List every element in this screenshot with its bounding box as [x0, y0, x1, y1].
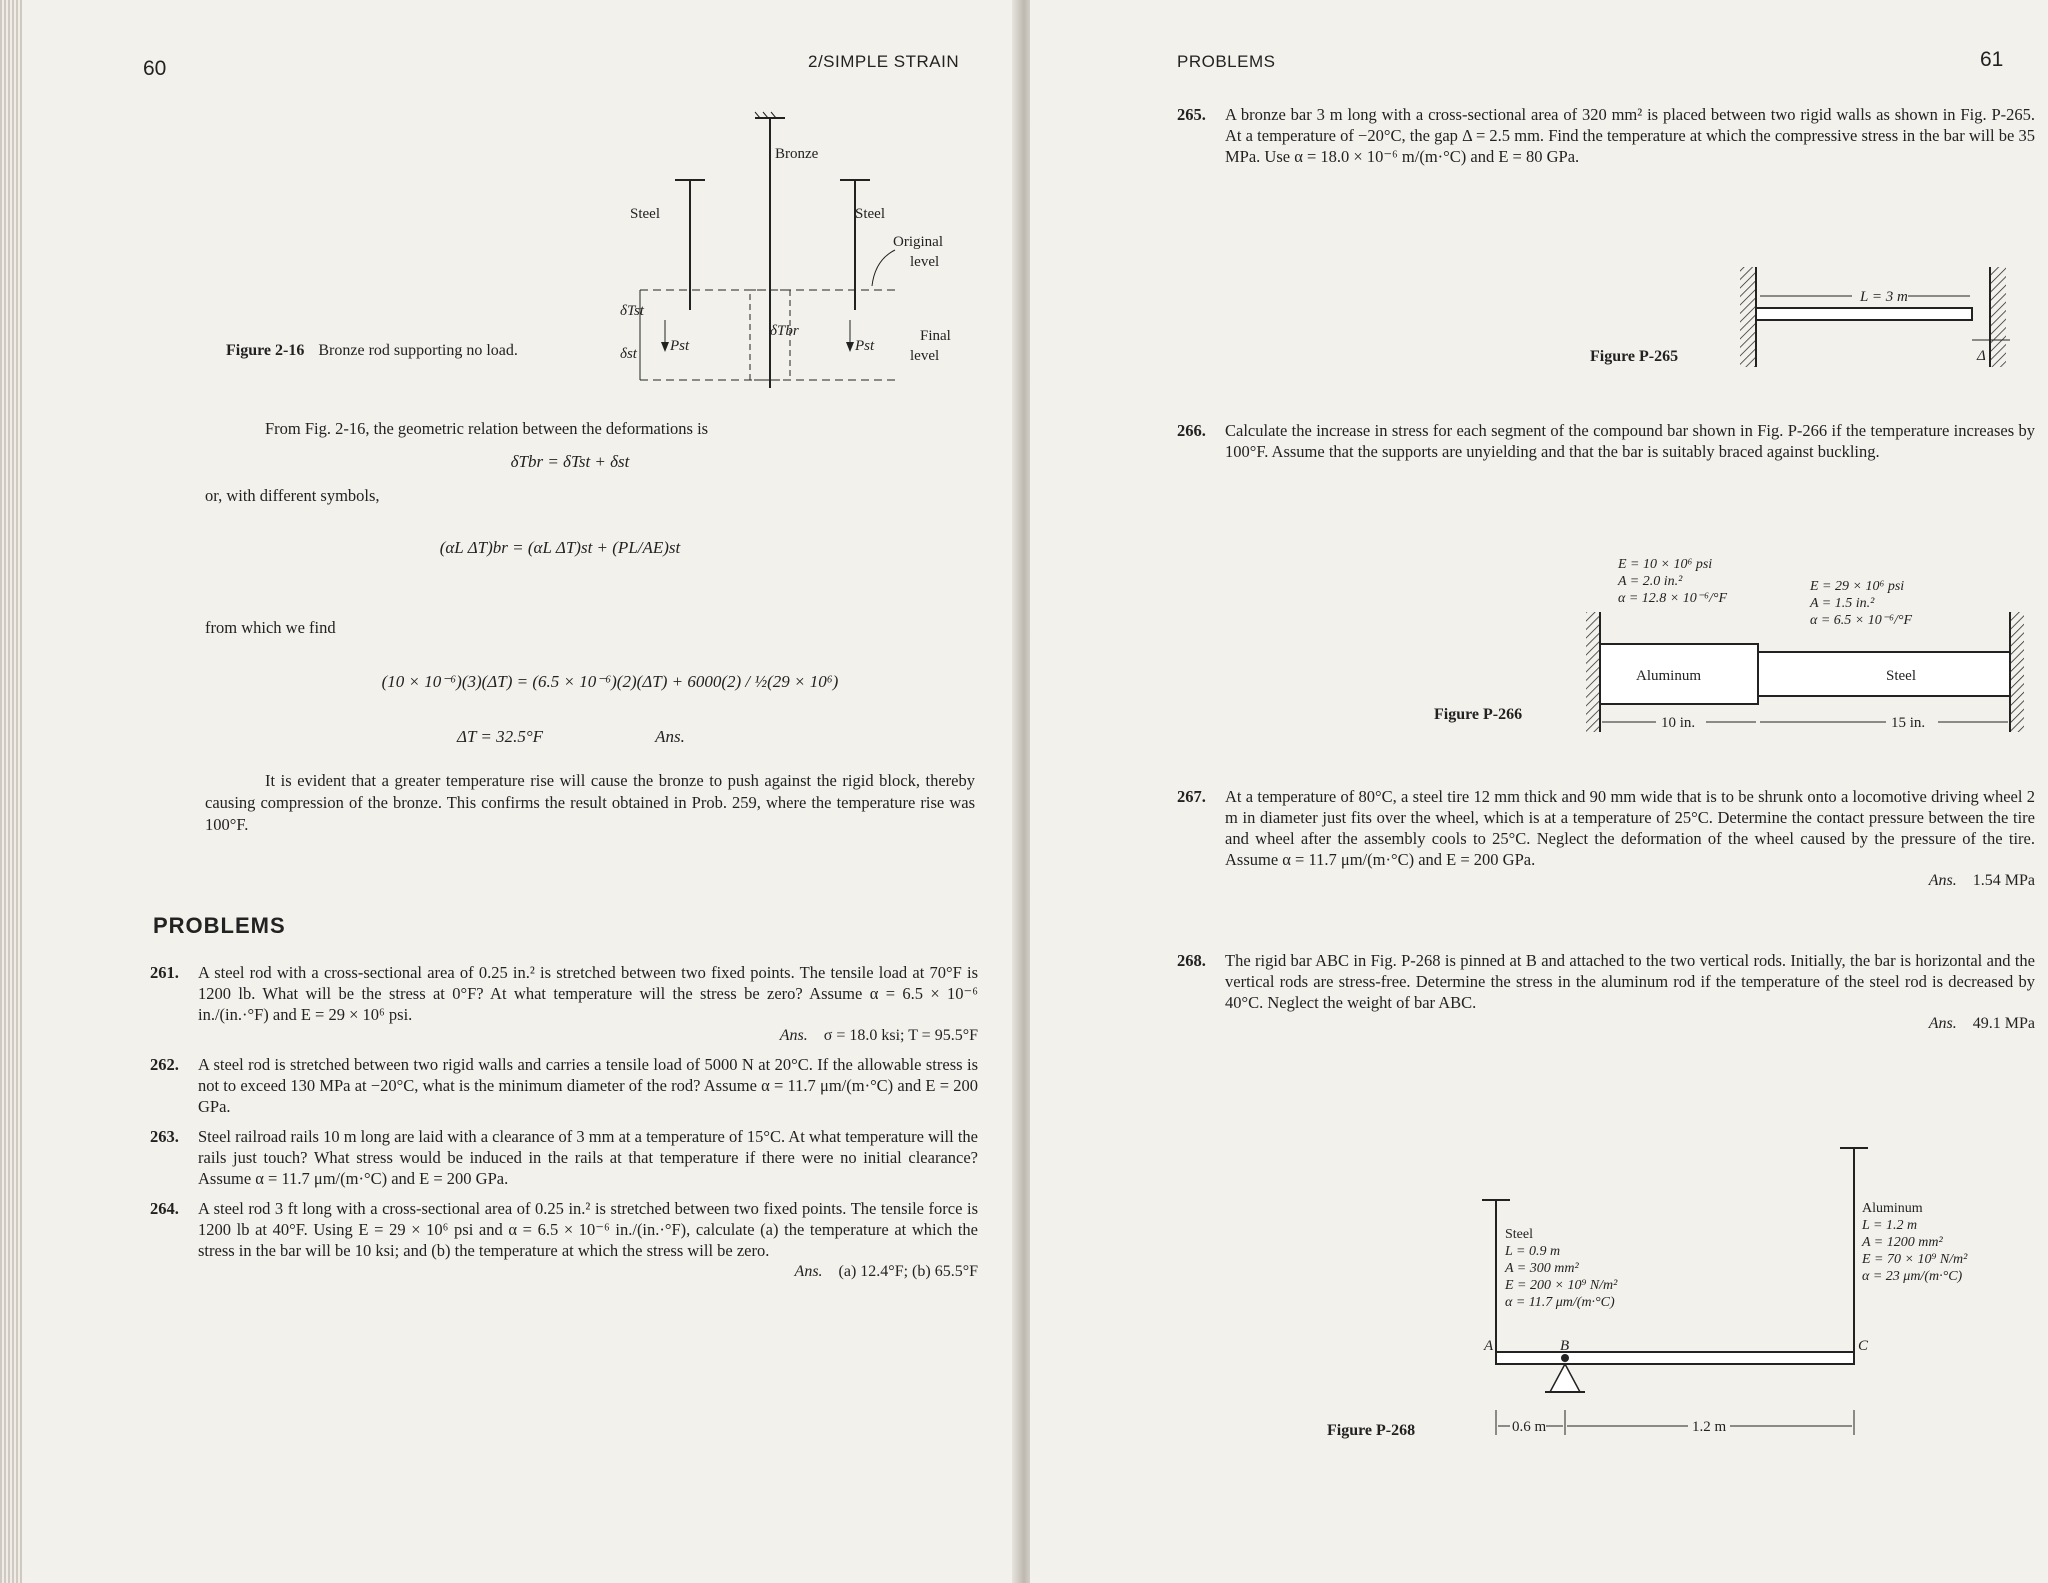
paragraph-bronze: It is evident that a greater temperature rise will cause the bronze to push against the rigid block, thereby causing compression of the bronze. This confirms the result obtained in Prob. 259, where the temperature rise was 100°F.	[205, 771, 975, 834]
equation-4-ans: Ans.	[655, 727, 685, 746]
problem-267	[1177, 786, 2035, 890]
figure-2-16-caption-text: Bronze rod supporting no load.	[318, 342, 518, 359]
problems-list-left	[150, 962, 978, 1281]
final-level-label: Final	[920, 328, 951, 344]
problem-number: 261.	[150, 963, 179, 982]
figure-p266-caption: Figure P-266	[1434, 706, 1523, 723]
steel-right-label: Steel	[855, 206, 885, 222]
equation-1: δTbr = δTst + δst	[510, 452, 630, 471]
al-length-label: 10 in.	[1661, 715, 1696, 731]
figure-p265-diagram	[1740, 262, 2030, 372]
delta-tst-label: δTst	[620, 303, 644, 319]
problem-265	[1177, 104, 2035, 167]
figure-2-16-label: Figure 2-16	[226, 342, 305, 359]
problem-268	[1177, 950, 2035, 1033]
problem-answer: Ans. σ = 18.0 ksi; T = 95.5°F	[779, 1027, 978, 1044]
p-st-left-label: Pst	[670, 338, 690, 354]
problem-answer: Ans. 49.1 MPa	[1928, 1015, 2035, 1032]
text-geometric: From Fig. 2-16, the geometric relation between the deformations is	[265, 419, 709, 438]
length-label: L = 3 m	[1860, 289, 1908, 305]
delta-st-label: δst	[620, 346, 637, 362]
p-st-right-label: Pst	[855, 338, 875, 354]
problem-text: A bronze bar 3 m long with a cross-sectional area of 320 mm² is placed between two rigid walls as shown in Fig. P-265. At a temperature of −20°C, the gap Δ = 2.5 mm. Find the temperature at which the compressive stress in the bar will be 35 MPa. Use α = 18.0 × 10⁻⁶ m/(m·°C) and E = 80 GPa.	[1225, 105, 2035, 166]
problem-text: A steel rod 3 ft long with a cross-sectional area of 0.25 in.² is stretched between two fixed points. The tensile force is 1200 lb at 40°F. Using E = 29 × 10⁶ psi and α = 6.5 × 10⁻⁶ in./(in.·°F), calculate (a) the temperature at which the stress in the bar will be 10 ksi; and (b) the temperature at which the stress will be zero.	[198, 1199, 978, 1260]
figure-2-16-diagram	[610, 100, 980, 390]
original-level-label: Original	[893, 234, 943, 250]
figure-p266-diagram	[1586, 612, 2036, 732]
problem-263	[150, 1126, 978, 1189]
problem-261	[150, 962, 978, 1045]
problem-number: 268.	[1177, 951, 1206, 970]
text-from-which: from which we find	[205, 618, 336, 637]
problem-number: 263.	[150, 1127, 179, 1146]
problem-text: A steel rod with a cross-sectional area of 0.25 in.² is stretched between two fixed points. The tensile load at 70°F is 1200 lb. What will be the stress at 0°F? At what temperature will the stress be zero? Assume α = 6.5 × 10⁻⁶ in./(in.·°F) and E = 29 × 10⁶ psi.	[198, 963, 978, 1024]
dim-bc-label: 1.2 m	[1692, 1419, 1727, 1435]
point-c-label: C	[1858, 1338, 1869, 1354]
problems-heading: PROBLEMS	[153, 913, 286, 938]
delta-tbr-label: δTbr	[770, 323, 799, 339]
aluminum-label: Aluminum	[1636, 668, 1702, 684]
steel-label: Steel	[1886, 668, 1916, 684]
right-page	[1030, 0, 2048, 1583]
problem-text: At a temperature of 80°C, a steel tire 12 mm thick and 90 mm wide that is to be shrunk onto a locomotive driving wheel 2 m in diameter just fits over the wheel, which is at a temperature of 25°C. Determine the contact pressure between the tire and wheel after the assembly cools to 25°C. Neglect the deformation of the wheel caused by the pressure of the tire. Assume α = 11.7 μm/(m·°C) and E = 200 GPa.	[1225, 787, 2035, 869]
page-number-right: 61	[1980, 48, 2004, 71]
problem-answer: Ans. 1.54 MPa	[1928, 872, 2035, 889]
equation-2: (αL ΔT)br = (αL ΔT)st + (PL/AE)st	[439, 538, 681, 557]
running-head-right: PROBLEMS	[1177, 52, 1276, 71]
point-b-label: B	[1560, 1338, 1570, 1354]
problem-number: 265.	[1177, 105, 1206, 124]
problem-number: 267.	[1177, 787, 1206, 806]
problem-264	[150, 1198, 978, 1281]
problem-266	[1177, 420, 2035, 462]
problem-text: Steel railroad rails 10 m long are laid with a clearance of 3 mm at a temperature of 15°C. At what temperature will the rails just touch? What stress would be induced in the rails at that temperature if there were no initial clearance? Assume α = 11.7 μm/(m·°C) and E = 200 GPa.	[198, 1127, 978, 1188]
figure-p265-caption: Figure P-265	[1590, 348, 1679, 365]
svg-text:level: level	[910, 348, 940, 364]
problem-text: Calculate the increase in stress for each segment of the compound bar shown in Fig. P-266 if the temperature increases by 100°F. Assume that the supports are unyielding and that the bar is suitably braced against buckling.	[1225, 421, 2035, 461]
running-head-left: 2/SIMPLE STRAIN	[808, 52, 960, 71]
equation-4: ΔT = 32.5°F	[456, 727, 544, 746]
problem-number: 266.	[1177, 421, 1206, 440]
problem-answer: Ans. (a) 12.4°F; (b) 65.5°F	[794, 1263, 978, 1280]
fig266-al-props: E = 10 × 10⁶ psi A = 2.0 in.² α = 12.8 × 10⁻⁶/°F	[1618, 557, 1728, 606]
svg-text:level: level	[910, 254, 940, 270]
fig268-al-props: Aluminum L = 1.2 m A = 1200 mm² E = 70 × 10⁹ N/m² α = 23 μm/(m·°C)	[1862, 1201, 1968, 1284]
figure-2-16-caption	[226, 340, 606, 361]
figure-p268-caption: Figure P-268	[1327, 1422, 1416, 1439]
left-page	[0, 0, 1018, 1583]
fig268-steel-props: Steel L = 0.9 m A = 300 mm² E = 200 × 10⁹ N/m² α = 11.7 μm/(m·°C)	[1505, 1227, 1618, 1310]
problem-text: The rigid bar ABC in Fig. P-268 is pinned at B and attached to the two vertical rods. Initially, the bar is horizontal and the vertical rods are stress-free. Determine the stress in the aluminum rod if the temperature of the steel rod is decreased by 40°C. Neglect the weight of bar ABC.	[1225, 951, 2035, 1012]
equation-3: (10 × 10⁻⁶)(3)(ΔT) = (6.5 × 10⁻⁶)(2)(ΔT) + 6000(2) / ½(29 × 10⁶)	[381, 672, 839, 691]
page-number-left: 60	[143, 57, 167, 80]
point-a-label: A	[1484, 1338, 1494, 1354]
problem-number: 262.	[150, 1055, 179, 1074]
fig266-st-props: E = 29 × 10⁶ psi A = 1.5 in.² α = 6.5 × 10⁻⁶/°F	[1810, 579, 1913, 628]
steel-left-label: Steel	[630, 206, 660, 222]
bronze-label: Bronze	[775, 146, 819, 162]
dim-ab-label: 0.6 m	[1512, 1419, 1547, 1435]
page-edges	[0, 0, 22, 1583]
gap-label: Δ	[1977, 348, 1986, 364]
problem-text: A steel rod is stretched between two rigid walls and carries a tensile load of 5000 N at 20°C. If the allowable stress is not to exceed 130 MPa at −20°C, what is the minimum diameter of the rod? Assume α = 11.7 μm/(m·°C) and E = 200 GPa.	[198, 1055, 978, 1116]
problem-262	[150, 1054, 978, 1117]
text-symbols: or, with different symbols,	[205, 486, 380, 505]
problem-number: 264.	[150, 1199, 179, 1218]
st-length-label: 15 in.	[1891, 715, 1926, 731]
